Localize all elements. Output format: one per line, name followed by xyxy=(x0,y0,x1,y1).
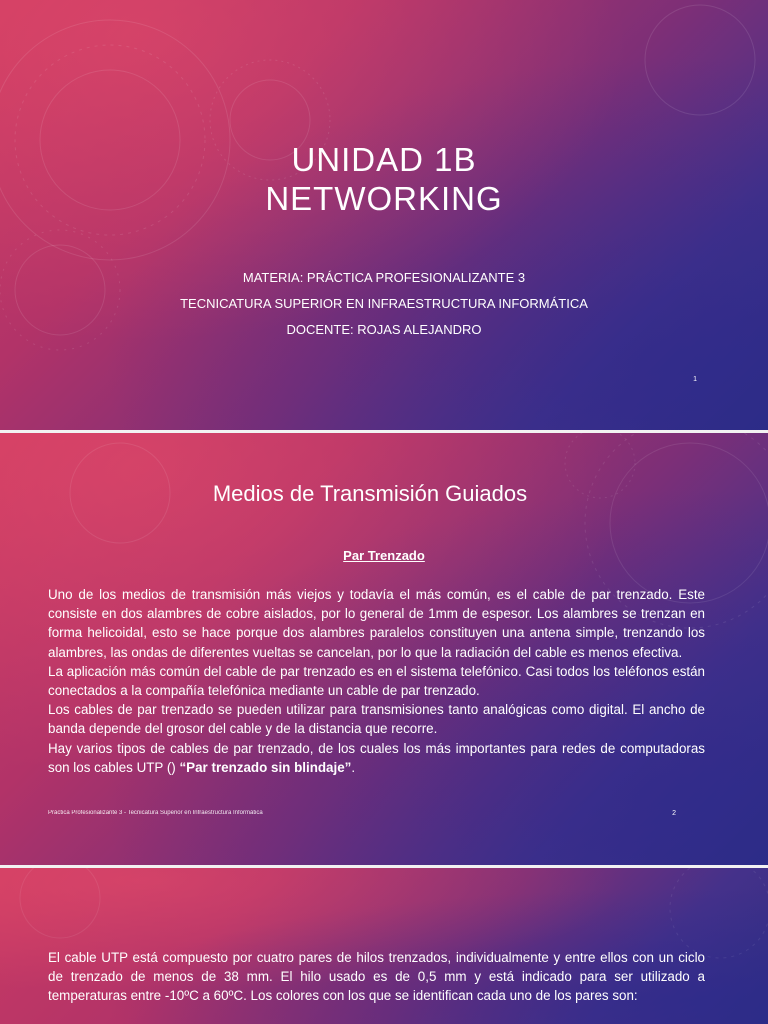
paragraph xyxy=(48,739,705,777)
content-slide-utp xyxy=(0,868,768,1024)
bold-term: “Par trenzado sin blindaje” xyxy=(179,759,352,775)
paragraph-end: . xyxy=(351,759,356,775)
title-slide xyxy=(0,0,768,430)
body-text xyxy=(48,585,705,777)
slide-subtitle xyxy=(0,265,768,343)
paragraph-text: Hay varios tipos de cables de par trenzado, de los cuales los más importantes para redes de computadoras son los cables UTP () xyxy=(48,740,705,775)
paragraph: Los cables de par trenzado se pueden utilizar para transmisiones tanto analógicas como digital. El ancho de banda depende del grosor del cable y de la distancia que recorre. xyxy=(48,702,705,737)
paragraph: Uno de los medios de transmisión más viejos y todavía el más común, es el cable de par trenzado. Este consiste en dos alambres de cobre aislados, por lo general de 1mm de espesor. Los alambres se trenzan en forma helicoidal, esto se hace porque dos alambres paralelos constituyen una antena simple, trenzando los alambres, las ondas de diferentes vueltas se cancelan, por lo que la radiación del cable es menos efectiva. xyxy=(48,587,705,660)
content-slide-twisted-pair xyxy=(0,433,768,865)
slide-title xyxy=(0,140,768,218)
slide-title-line-2: NETWORKING xyxy=(265,180,503,217)
subject-line: MATERIA: PRÁCTICA PROFESIONALIZANTE 3 xyxy=(242,270,526,285)
page-number: 2 xyxy=(672,810,676,817)
slide-footer: Práctica Profesionalizante 3 - Tecnicatura Superior en Infraestructura Informática xyxy=(48,810,263,816)
section-heading: Par Trenzado xyxy=(343,548,425,563)
slide-title: Medios de Transmisión Guiados xyxy=(212,481,528,506)
page-number: 1 xyxy=(693,376,697,383)
paragraph: El cable UTP está compuesto por cuatro pares de hilos trenzados, individualmente y entre ellos con un ciclo de trenzado de menos de 38 mm. El hilo usado es de 0,5 mm y está indicado para ser utilizado a temperaturas entre -10ºC a 60ºC. Los colores con los que se identifican cada uno de los pares son: xyxy=(48,950,705,1004)
teacher-line: DOCENTE: ROJAS ALEJANDRO xyxy=(286,322,482,337)
program-line: TECNICATURA SUPERIOR EN INFRAESTRUCTURA INFORMÁTICA xyxy=(180,296,588,311)
slide-title-line-1: UNIDAD 1B xyxy=(291,141,477,178)
body-text xyxy=(48,948,705,1006)
paragraph: La aplicación más común del cable de par trenzado es en el sistema telefónico. Casi todos los teléfonos están conectados a la compañía telefónica mediante un cable de par trenzado. xyxy=(48,663,705,699)
